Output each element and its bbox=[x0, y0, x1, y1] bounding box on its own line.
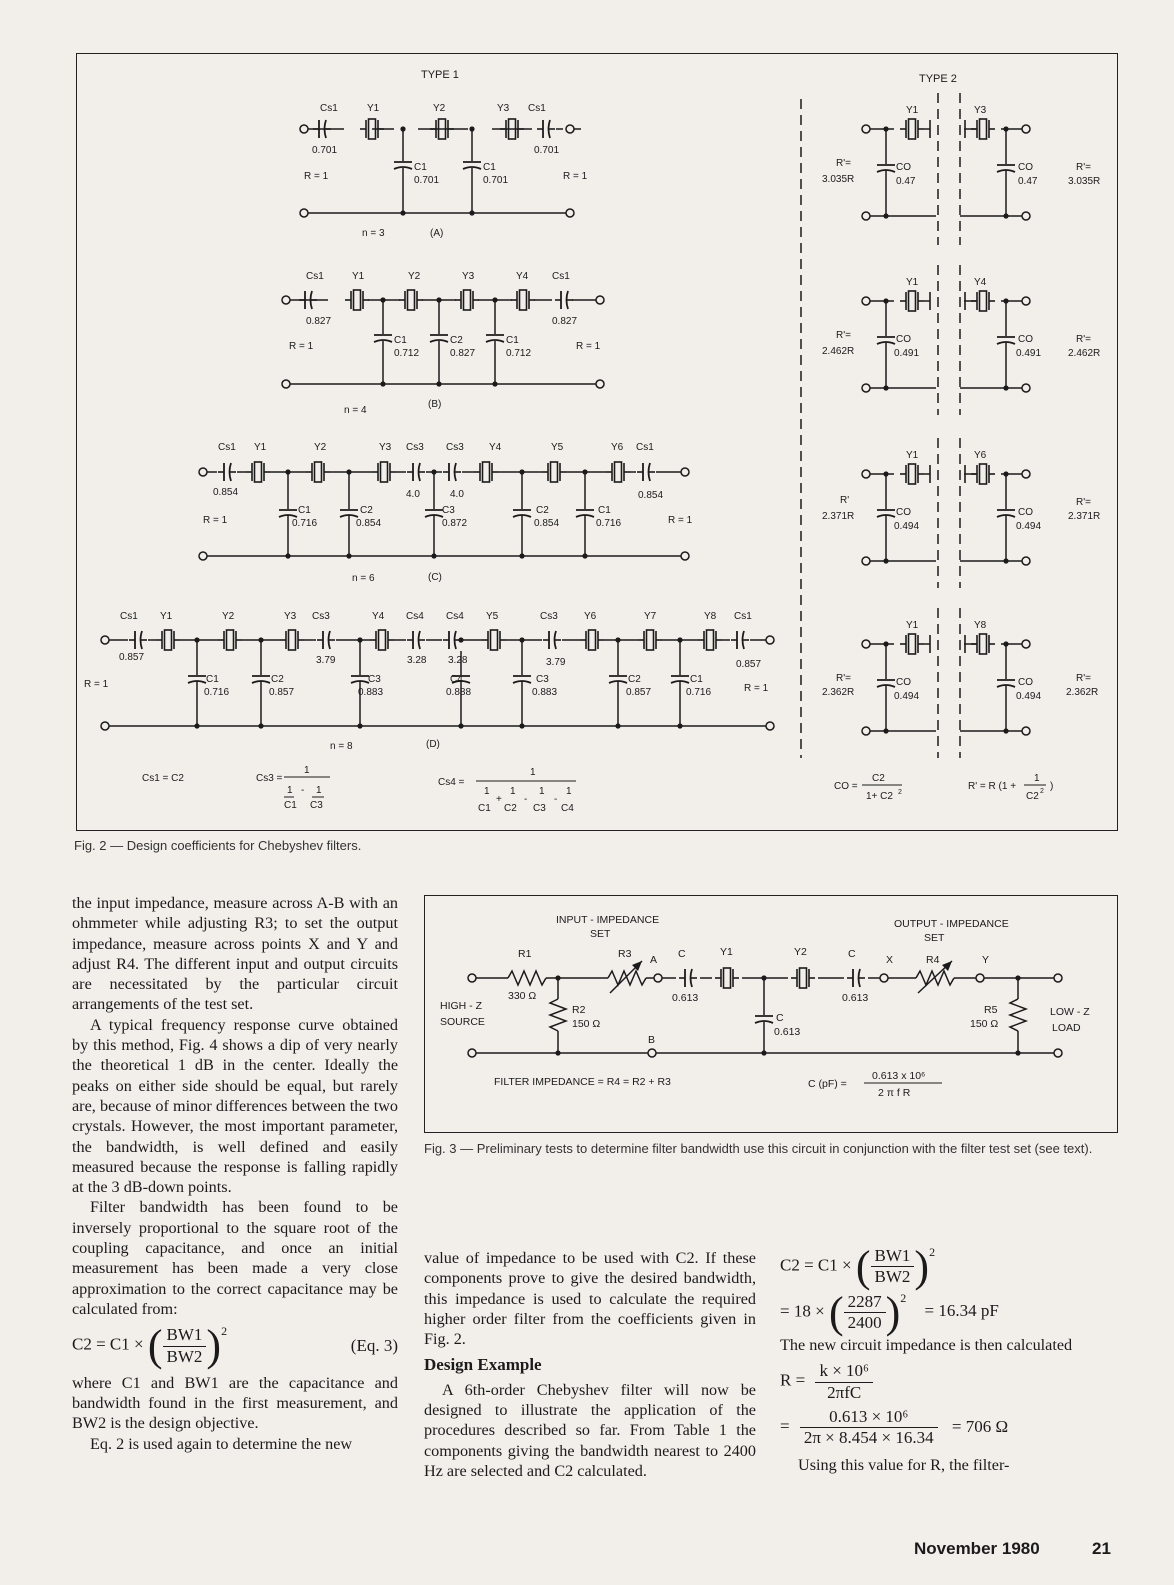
svg-text:4.0: 4.0 bbox=[406, 489, 420, 500]
type1-label: TYPE 1 bbox=[421, 69, 459, 81]
svg-text:0.854: 0.854 bbox=[356, 518, 382, 529]
svg-text:0.613: 0.613 bbox=[672, 992, 699, 1004]
svg-text:Y4: Y4 bbox=[489, 442, 502, 453]
svg-text:B: B bbox=[648, 1034, 656, 1046]
svg-text:0.494: 0.494 bbox=[1016, 521, 1042, 532]
svg-text:R'=: R'= bbox=[1076, 162, 1091, 173]
svg-text:150 Ω: 150 Ω bbox=[572, 1018, 601, 1030]
svg-text:C1: C1 bbox=[284, 800, 297, 811]
svg-text:0.857: 0.857 bbox=[626, 687, 652, 698]
svg-text:Y1: Y1 bbox=[906, 450, 919, 461]
svg-text:Cs1: Cs1 bbox=[120, 611, 138, 622]
svg-text:0.701: 0.701 bbox=[534, 145, 560, 156]
fig2-formulas bbox=[142, 765, 1053, 814]
svg-text:C (pF) =: C (pF) = bbox=[808, 1078, 847, 1090]
svg-text:R = 1: R = 1 bbox=[563, 171, 588, 182]
svg-text:2: 2 bbox=[1040, 788, 1044, 795]
svg-text:-: - bbox=[524, 794, 528, 805]
svg-text:Y3: Y3 bbox=[462, 271, 475, 282]
svg-text:Cs3: Cs3 bbox=[540, 611, 558, 622]
svg-text:OUTPUT - IMPEDANCE: OUTPUT - IMPEDANCE bbox=[894, 918, 1009, 930]
svg-text:n = 6: n = 6 bbox=[352, 573, 375, 584]
svg-text:-: - bbox=[301, 785, 305, 796]
svg-text:CO: CO bbox=[1018, 334, 1033, 345]
svg-text:C: C bbox=[678, 948, 686, 960]
column-3 bbox=[780, 1241, 1114, 1475]
svg-text:R = 1: R = 1 bbox=[289, 341, 314, 352]
svg-text:Y6: Y6 bbox=[611, 442, 624, 453]
svg-text:1: 1 bbox=[510, 786, 516, 797]
svg-text:2.362R: 2.362R bbox=[1066, 687, 1099, 698]
svg-text:0.701: 0.701 bbox=[312, 145, 338, 156]
fig3-caption: Fig. 3 — Preliminary tests to determine filter bandwidth use this circuit in conjunction with the filter test set (see text). bbox=[424, 1141, 1093, 1156]
column-1 bbox=[72, 893, 398, 1454]
equation-c2-value: = 18 × ( $\frac{2287}{2400}$ )$^2$ = 16.34 pF bbox=[780, 1287, 999, 1337]
svg-text:Y3: Y3 bbox=[497, 103, 510, 114]
svg-text:Cs1: Cs1 bbox=[218, 442, 236, 453]
svg-text:R' = R (1 +: R' = R (1 + bbox=[968, 781, 1017, 792]
svg-text:0.613 x 10⁶: 0.613 x 10⁶ bbox=[872, 1070, 926, 1082]
svg-text:Y: Y bbox=[982, 954, 990, 966]
fig3-schematic bbox=[424, 895, 1118, 1133]
svg-text:0.494: 0.494 bbox=[1016, 691, 1042, 702]
svg-text:0.491: 0.491 bbox=[894, 348, 920, 359]
column-2 bbox=[424, 1248, 756, 1481]
col1-paragraph-4: where C1 and BW1 are the capacitance and bandwidth found in the first measurement, and BW2 is the design objective. bbox=[72, 1373, 398, 1433]
type2-block-1 bbox=[822, 93, 1100, 245]
svg-text:R'=: R'= bbox=[836, 158, 851, 169]
svg-text:3.035R: 3.035R bbox=[822, 174, 855, 185]
svg-text:C1: C1 bbox=[690, 674, 703, 685]
svg-text:1: 1 bbox=[484, 786, 490, 797]
svg-text:C2: C2 bbox=[450, 335, 463, 346]
svg-text:R1: R1 bbox=[518, 948, 532, 960]
svg-text:330 Ω: 330 Ω bbox=[508, 990, 537, 1002]
svg-text:Y1: Y1 bbox=[367, 103, 380, 114]
svg-text:): ) bbox=[1050, 781, 1054, 792]
svg-text:0.494: 0.494 bbox=[894, 521, 920, 532]
svg-text:3.28: 3.28 bbox=[407, 655, 427, 666]
svg-text:Y1: Y1 bbox=[720, 946, 733, 958]
svg-text:R'=: R'= bbox=[836, 330, 851, 341]
svg-text:SET: SET bbox=[924, 932, 945, 944]
svg-text:0.854: 0.854 bbox=[534, 518, 560, 529]
section-heading: Design Example bbox=[424, 1355, 542, 1375]
svg-text:INPUT - IMPEDANCE: INPUT - IMPEDANCE bbox=[556, 914, 660, 926]
svg-text:C3: C3 bbox=[442, 505, 455, 516]
svg-text:C4: C4 bbox=[561, 803, 574, 814]
svg-text:R = 1: R = 1 bbox=[203, 515, 228, 526]
svg-text:CO: CO bbox=[896, 334, 911, 345]
page-number: 21 bbox=[1092, 1539, 1111, 1558]
svg-text:R'=: R'= bbox=[836, 673, 851, 684]
col1-paragraph-3: Filter bandwidth has been found to be inversely proportional to the square root of the coupling capacitance, and once an initial measurement has been made a very close approximation to the correct capacitance may be calculated from: bbox=[72, 1198, 398, 1318]
svg-text:0.857: 0.857 bbox=[269, 687, 295, 698]
svg-text:Y2: Y2 bbox=[314, 442, 327, 453]
svg-text:R3: R3 bbox=[618, 948, 632, 960]
col2-paragraph-1: value of impedance to be used with C2. If these components prove to give the desired bandwidth, this impedance is used to calculate the required higher order filter from the coefficients given in Fig. 2. bbox=[424, 1249, 756, 1349]
svg-text:Y8: Y8 bbox=[704, 611, 717, 622]
type2-block-2 bbox=[822, 265, 1100, 415]
svg-text:Cs1: Cs1 bbox=[636, 442, 654, 453]
svg-text:0.491: 0.491 bbox=[1016, 348, 1042, 359]
svg-text:0.857: 0.857 bbox=[119, 652, 145, 663]
svg-text:1: 1 bbox=[287, 785, 293, 796]
svg-text:C2: C2 bbox=[1026, 791, 1039, 802]
svg-text:0.716: 0.716 bbox=[204, 687, 230, 698]
equation-r-value: = $\frac{\text{0.613 × 10⁶}}{2\pi \times 8.454 \times 16.34}$ = 706 Ω bbox=[780, 1407, 1009, 1448]
svg-text:0.872: 0.872 bbox=[442, 518, 468, 529]
svg-text:A: A bbox=[650, 954, 658, 966]
svg-text:3.28: 3.28 bbox=[448, 655, 468, 666]
type2-label: TYPE 2 bbox=[919, 73, 957, 85]
svg-text:CO: CO bbox=[896, 677, 911, 688]
svg-text:CO: CO bbox=[1018, 677, 1033, 688]
svg-text:Y1: Y1 bbox=[906, 105, 919, 116]
svg-text:Y1: Y1 bbox=[254, 442, 267, 453]
svg-text:Cs1: Cs1 bbox=[306, 271, 324, 282]
svg-text:0.854: 0.854 bbox=[638, 490, 664, 501]
svg-text:R'=: R'= bbox=[1076, 673, 1091, 684]
svg-text:Y2: Y2 bbox=[433, 103, 446, 114]
svg-text:1: 1 bbox=[530, 767, 536, 778]
svg-text:FILTER IMPEDANCE = R4 = R2: FILTER IMPEDANCE = R4 = R2 + R3 bbox=[494, 1076, 671, 1088]
svg-text:C: C bbox=[776, 1012, 784, 1024]
svg-text:Cs1: Cs1 bbox=[528, 103, 546, 114]
svg-text:Y1: Y1 bbox=[906, 620, 919, 631]
svg-text:0.827: 0.827 bbox=[306, 316, 332, 327]
svg-text:0.888: 0.888 bbox=[446, 687, 472, 698]
svg-text:R'=: R'= bbox=[1076, 334, 1091, 345]
type2-block-4 bbox=[822, 608, 1098, 758]
svg-text:n = 4: n = 4 bbox=[344, 405, 367, 416]
type2-block-3 bbox=[822, 438, 1100, 588]
svg-text:1+ C2: 1+ C2 bbox=[866, 791, 893, 802]
svg-text:2.462R: 2.462R bbox=[822, 346, 855, 357]
svg-text:Y2: Y2 bbox=[408, 271, 421, 282]
svg-text:3.035R: 3.035R bbox=[1068, 176, 1101, 187]
svg-text:Y4: Y4 bbox=[974, 277, 987, 288]
svg-text:n = 8: n = 8 bbox=[330, 741, 353, 752]
svg-text:2.371R: 2.371R bbox=[1068, 511, 1101, 522]
svg-text:C1: C1 bbox=[206, 674, 219, 685]
svg-text:C4: C4 bbox=[450, 674, 463, 685]
svg-text:2.362R: 2.362R bbox=[822, 687, 855, 698]
svg-text:2 π f R: 2 π f R bbox=[878, 1087, 911, 1099]
svg-text:CO: CO bbox=[1018, 507, 1033, 518]
svg-text:R5: R5 bbox=[984, 1004, 998, 1016]
svg-text:0.701: 0.701 bbox=[483, 175, 509, 186]
svg-text:Y5: Y5 bbox=[486, 611, 499, 622]
svg-text:1: 1 bbox=[304, 765, 310, 776]
col3-paragraph-1: The new circuit impedance is then calculated bbox=[780, 1336, 1073, 1355]
svg-text:C1: C1 bbox=[506, 335, 519, 346]
svg-text:Cs3 =: Cs3 = bbox=[256, 773, 283, 784]
svg-text:Cs3: Cs3 bbox=[312, 611, 330, 622]
svg-text:R = 1: R = 1 bbox=[744, 683, 769, 694]
svg-text:3.79: 3.79 bbox=[546, 657, 566, 668]
svg-text:Cs3: Cs3 bbox=[446, 442, 464, 453]
svg-text:C: C bbox=[848, 948, 856, 960]
svg-text:0.701: 0.701 bbox=[414, 175, 440, 186]
svg-text:Y6: Y6 bbox=[584, 611, 597, 622]
svg-text:Cs4 =: Cs4 = bbox=[438, 777, 465, 788]
svg-text:Y7: Y7 bbox=[644, 611, 657, 622]
svg-text:Y3: Y3 bbox=[974, 105, 987, 116]
svg-text:0.712: 0.712 bbox=[394, 348, 420, 359]
svg-text:Cs4: Cs4 bbox=[406, 611, 424, 622]
svg-text:C1: C1 bbox=[414, 162, 427, 173]
svg-text:0.613: 0.613 bbox=[842, 992, 869, 1004]
fig2-schematic bbox=[76, 53, 1118, 831]
svg-text:0.712: 0.712 bbox=[506, 348, 532, 359]
col3-paragraph-2: Using this value for R, the filter- bbox=[798, 1455, 1010, 1474]
svg-text:Cs4: Cs4 bbox=[446, 611, 464, 622]
svg-text:150 Ω: 150 Ω bbox=[970, 1018, 999, 1030]
svg-text:C3: C3 bbox=[533, 803, 546, 814]
svg-text:0.716: 0.716 bbox=[292, 518, 318, 529]
svg-text:Y5: Y5 bbox=[551, 442, 564, 453]
svg-text:R = 1: R = 1 bbox=[668, 515, 693, 526]
svg-text:Y4: Y4 bbox=[372, 611, 385, 622]
svg-text:C3: C3 bbox=[536, 674, 549, 685]
equation-c2: C2 = C1 × ( $\frac{BW1}{BW2}$ )$^2$ bbox=[780, 1241, 936, 1291]
svg-text:2.462R: 2.462R bbox=[1068, 348, 1101, 359]
svg-text:2: 2 bbox=[898, 789, 902, 796]
svg-text:0.716: 0.716 bbox=[596, 518, 622, 529]
svg-text:R = 1: R = 1 bbox=[304, 171, 329, 182]
svg-text:(D): (D) bbox=[426, 739, 440, 750]
svg-text:Y2: Y2 bbox=[222, 611, 235, 622]
svg-text:2.371R: 2.371R bbox=[822, 511, 855, 522]
svg-text:R = 1: R = 1 bbox=[84, 679, 109, 690]
svg-text:0.827: 0.827 bbox=[450, 348, 476, 359]
svg-text:0.47: 0.47 bbox=[1018, 176, 1038, 187]
svg-text:R': R' bbox=[840, 495, 850, 506]
svg-text:C2: C2 bbox=[504, 803, 517, 814]
col1-paragraph-5: Eq. 2 is used again to determine the new bbox=[90, 1434, 353, 1453]
svg-text:C3: C3 bbox=[310, 800, 323, 811]
svg-text:C2: C2 bbox=[872, 773, 885, 784]
svg-text:C2: C2 bbox=[536, 505, 549, 516]
svg-text:SET: SET bbox=[590, 928, 611, 940]
svg-text:R4: R4 bbox=[926, 954, 940, 966]
svg-text:(A): (A) bbox=[430, 228, 444, 239]
svg-text:3.79: 3.79 bbox=[316, 655, 336, 666]
svg-text:-: - bbox=[554, 794, 558, 805]
svg-text:Y6: Y6 bbox=[974, 450, 987, 461]
svg-text:0.857: 0.857 bbox=[736, 659, 762, 670]
svg-text:Y4: Y4 bbox=[516, 271, 529, 282]
svg-text:Y3: Y3 bbox=[379, 442, 392, 453]
svg-text:0.47: 0.47 bbox=[896, 176, 916, 187]
svg-text:Y3: Y3 bbox=[284, 611, 297, 622]
svg-text:(B): (B) bbox=[428, 399, 442, 410]
equation-3-tag: (Eq. 3) bbox=[350, 1335, 398, 1355]
svg-text:C1: C1 bbox=[298, 505, 311, 516]
col1-paragraph-1: the input impedance, measure across A-B with an ohmmeter while adjusting R3; to set the output impedance, measure across points X and Y and adjust R4. The different input and output circuits are necessitated by the particular circuit arrangements of the test set. bbox=[72, 894, 398, 1014]
svg-text:X: X bbox=[886, 954, 894, 966]
svg-text:1: 1 bbox=[316, 785, 322, 796]
svg-text:0.883: 0.883 bbox=[532, 687, 558, 698]
svg-text:C1: C1 bbox=[394, 335, 407, 346]
svg-text:LOAD: LOAD bbox=[1052, 1022, 1081, 1034]
svg-text:Cs1 = C2: Cs1 = C2 bbox=[142, 773, 184, 784]
col2-paragraph-2: A 6th-order Chebyshev filter will now be designed to illustrate the application of the procedures described so far. From Table 1 the components giving the bandwidth nearest to 2400 Hz are selected and C2 calculated. bbox=[424, 1380, 756, 1480]
svg-text:SOURCE: SOURCE bbox=[440, 1016, 485, 1028]
svg-text:Y1: Y1 bbox=[352, 271, 365, 282]
footer-date: November 1980 bbox=[914, 1539, 1040, 1558]
svg-text:0.854: 0.854 bbox=[213, 487, 239, 498]
svg-text:0.494: 0.494 bbox=[894, 691, 920, 702]
svg-text:0.883: 0.883 bbox=[358, 687, 384, 698]
svg-text:CO: CO bbox=[896, 507, 911, 518]
svg-text:1: 1 bbox=[1034, 773, 1040, 784]
svg-text:+: + bbox=[496, 794, 502, 805]
svg-text:n = 3: n = 3 bbox=[362, 228, 385, 239]
svg-text:CO =: CO = bbox=[834, 781, 858, 792]
svg-text:(C): (C) bbox=[428, 572, 442, 583]
svg-text:C2: C2 bbox=[360, 505, 373, 516]
svg-text:Y2: Y2 bbox=[794, 946, 807, 958]
svg-text:Y1: Y1 bbox=[160, 611, 173, 622]
svg-text:C2: C2 bbox=[628, 674, 641, 685]
svg-text:C1: C1 bbox=[598, 505, 611, 516]
svg-text:R = 1: R = 1 bbox=[576, 341, 601, 352]
fig2-caption: Fig. 2 — Design coefficients for Chebyshev filters. bbox=[74, 838, 362, 853]
svg-text:C1: C1 bbox=[478, 803, 491, 814]
svg-text:C1: C1 bbox=[483, 162, 496, 173]
svg-text:1: 1 bbox=[539, 786, 545, 797]
equation-3: C2 = C1 × ( $\frac{BW1}{BW2}$ )$^2$ (Eq. 3) bbox=[72, 1321, 398, 1371]
svg-text:R'=: R'= bbox=[1076, 497, 1091, 508]
svg-text:4.0: 4.0 bbox=[450, 489, 464, 500]
svg-text:Cs3: Cs3 bbox=[406, 442, 424, 453]
svg-text:C2: C2 bbox=[271, 674, 284, 685]
svg-text:CO: CO bbox=[1018, 162, 1033, 173]
svg-text:LOW - Z: LOW - Z bbox=[1050, 1006, 1090, 1018]
svg-text:HIGH - Z: HIGH - Z bbox=[440, 1000, 482, 1012]
svg-text:Y8: Y8 bbox=[974, 620, 987, 631]
svg-text:CO: CO bbox=[896, 162, 911, 173]
svg-text:0.827: 0.827 bbox=[552, 316, 578, 327]
svg-text:Cs1: Cs1 bbox=[320, 103, 338, 114]
svg-text:C3: C3 bbox=[368, 674, 381, 685]
svg-text:Y1: Y1 bbox=[906, 277, 919, 288]
svg-text:1: 1 bbox=[566, 786, 572, 797]
col1-paragraph-2: A typical frequency response curve obtained by this method, Fig. 4 shows a dip of very nearly the theoretical 1 dB in the center. Ideally the peaks on either side should be equal, but rarely are, because of minor differences between the two crystals. However, the most important parameter, the bandwidth, is well defined and easily measured because the response is falling rapidly at the 3 dB-down points. bbox=[72, 1015, 398, 1197]
svg-text:R2: R2 bbox=[572, 1004, 586, 1016]
svg-text:Cs1: Cs1 bbox=[552, 271, 570, 282]
svg-text:Cs1: Cs1 bbox=[734, 611, 752, 622]
svg-text:0.716: 0.716 bbox=[686, 687, 712, 698]
equation-r: R = $\frac{\text{k × 10⁶}}{\text{2πfC}}$ bbox=[780, 1361, 1114, 1403]
svg-text:0.613: 0.613 bbox=[774, 1026, 801, 1038]
